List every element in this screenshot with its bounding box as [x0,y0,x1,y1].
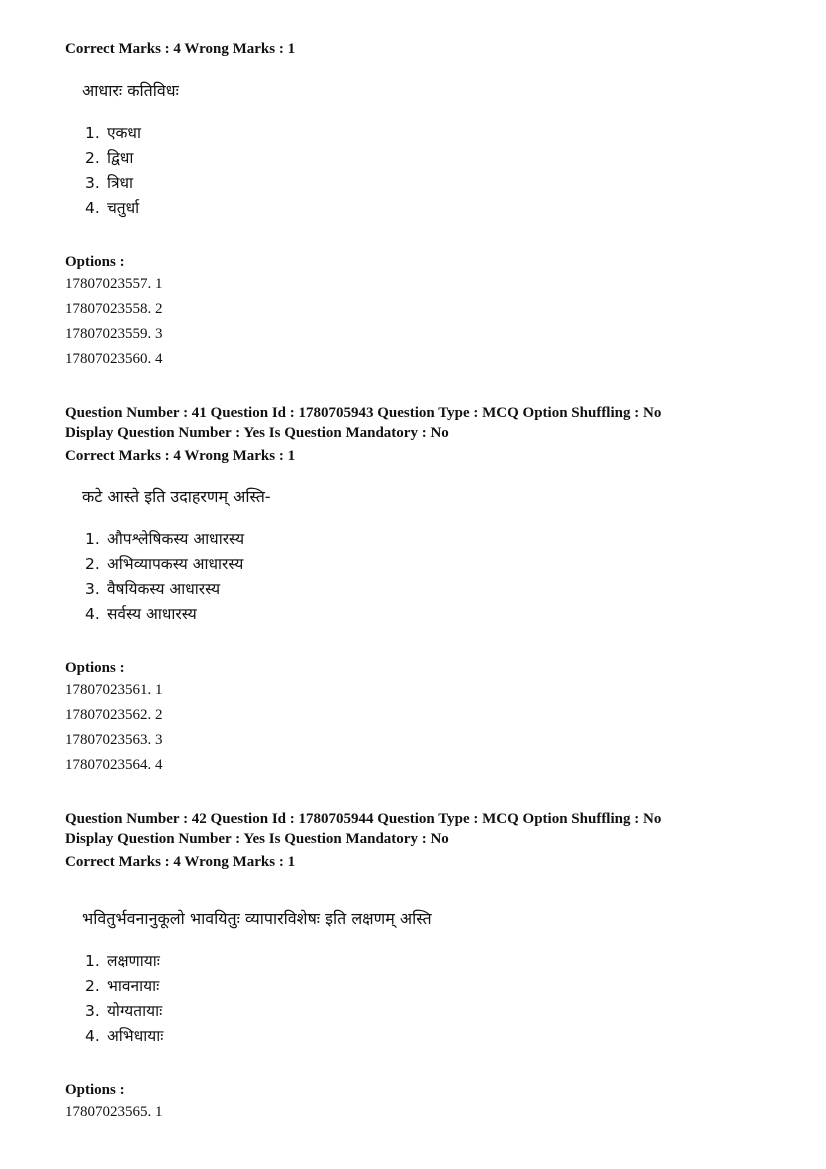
choice-text: औपश्लेषिकस्य आधारस्य [106,530,245,548]
choice-text: त्रिधा [106,174,134,192]
question-41-text-wrap [65,486,765,508]
choice-number: 2. [85,977,100,995]
question-text: कटे आस्ते इति उदाहरणम् अस्ति- [82,487,271,506]
marks-line: Correct Marks : 4 Wrong Marks : 1 [65,448,296,464]
question-text: भवितुर्भवनानुकूलो भावयितुः व्यापारविशेषः इति लक्षणम् अस्ति [82,909,432,928]
question-header-line-2: Display Question Number : Yes Is Question Mandatory : No [65,425,449,441]
choice-text: लक्षणायाः [106,952,160,970]
marks-line: Correct Marks : 4 Wrong Marks : 1 [65,854,296,870]
options-section-40 [65,252,765,372]
choice-number: 4. [85,605,100,623]
question-header-line-1: Question Number : 41 Question Id : 1780705943 Question Type : MCQ Option Shuffling : No [65,405,662,421]
question-block-40 [65,39,765,59]
choice-text: एकधा [106,124,141,142]
option-id-line: 17807023563. 3 [65,732,163,748]
choice-item [85,146,765,171]
choice-text: भावनायाः [106,977,160,995]
options-label: Options : [65,660,125,676]
choice-item [85,121,765,146]
choice-number: 4. [85,1027,100,1045]
option-id-line: 17807023565. 1 [65,1104,163,1120]
options-label: Options : [65,1082,125,1098]
question-41-choices [65,527,765,627]
choice-item [85,577,765,602]
choice-number: 3. [85,174,100,192]
choice-item [85,1024,765,1049]
marks-line: Correct Marks : 4 Wrong Marks : 1 [65,41,296,57]
question-40-choices [65,121,765,221]
question-text: आधारः कतिविधः [82,81,179,100]
choice-list [65,949,765,1049]
options-section-41 [65,658,765,778]
option-id-line: 17807023558. 2 [65,301,163,317]
option-id-line: 17807023560. 4 [65,351,163,367]
options-section-42 [65,1080,765,1125]
question-42-choices [65,949,765,1049]
choice-number: 1. [85,124,100,142]
option-id-line: 17807023561. 1 [65,682,163,698]
question-40-text-wrap [65,80,765,102]
option-id-line: 17807023562. 2 [65,707,163,723]
question-header-line-2: Display Question Number : Yes Is Question Mandatory : No [65,831,449,847]
choice-text: सर्वस्य आधारस्य [106,605,197,623]
choice-number: 1. [85,952,100,970]
choice-item [85,171,765,196]
choice-item [85,527,765,552]
question-block-42 [65,809,765,872]
choice-number: 2. [85,149,100,167]
choice-number: 3. [85,580,100,598]
question-42-text-wrap [65,908,765,930]
choice-list [65,121,765,221]
choice-text: वैषयिकस्य आधारस्य [106,580,221,598]
choice-item [85,196,765,221]
choice-text: अभिधायाः [106,1027,164,1045]
options-label: Options : [65,254,125,270]
choice-text: द्विधा [106,149,134,167]
option-id-line: 17807023564. 4 [65,757,163,773]
choice-number: 2. [85,555,100,573]
choice-text: अभिव्यापकस्य आधारस्य [106,555,244,573]
choice-list [65,527,765,627]
choice-number: 1. [85,530,100,548]
choice-number: 4. [85,199,100,217]
choice-number: 3. [85,1002,100,1020]
choice-item [85,602,765,627]
choice-item [85,999,765,1024]
option-id-line: 17807023557. 1 [65,276,163,292]
choice-item [85,949,765,974]
question-header-line-1: Question Number : 42 Question Id : 1780705944 Question Type : MCQ Option Shuffling : No [65,811,662,827]
question-block-41 [65,403,765,466]
choice-item [85,974,765,999]
choice-text: योग्यतायाः [106,1002,163,1020]
choice-item [85,552,765,577]
choice-text: चतुर्धा [106,199,140,217]
option-id-line: 17807023559. 3 [65,326,163,342]
